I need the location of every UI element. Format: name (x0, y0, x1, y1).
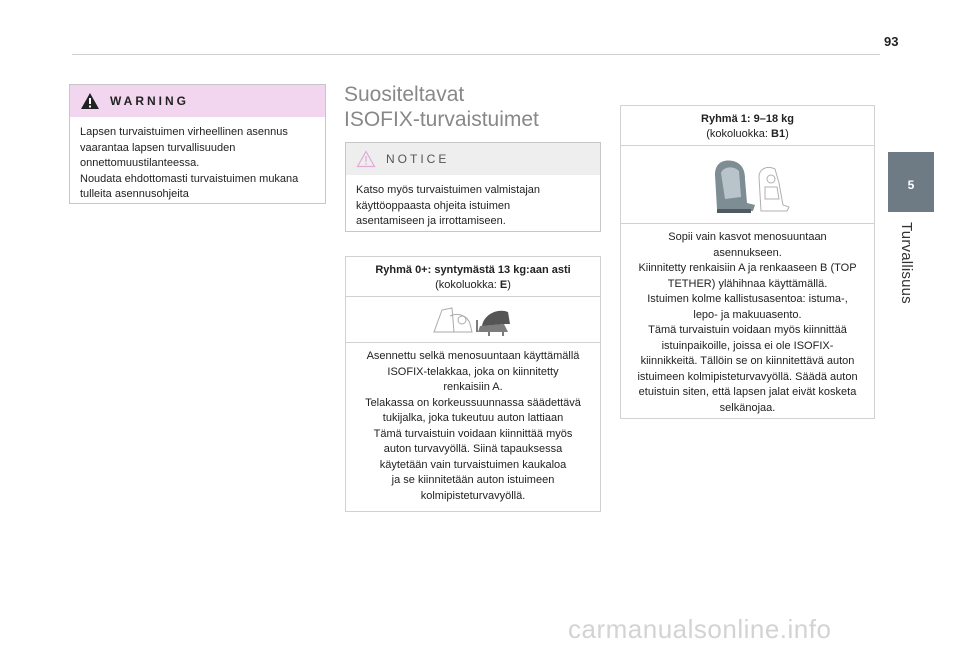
group1-text (621, 224, 874, 416)
warning-text (70, 117, 325, 203)
group0-class-prefix: (kokoluokka: (435, 279, 500, 291)
warning-line: vaarantaa lapsen turvallisuuden (80, 141, 236, 154)
group0-class-code: E (499, 279, 508, 291)
group1-line: Istuimen kolme kallistusasentoa: istuma-, (647, 293, 848, 305)
chapter-label: Turvallisuus (898, 222, 915, 304)
notice-line: Katso myös turvaistuimen valmistajan (356, 184, 541, 196)
group0-line: ja se kiinnitetään auton istuimeen (391, 474, 555, 486)
group1-class (621, 127, 874, 142)
warning-line: onnettomuustilanteessa. (80, 157, 200, 169)
group0-header (346, 257, 600, 297)
section-title-line: Suositeltavat (344, 83, 465, 106)
infant-carrier-isofix-base-icon (428, 302, 518, 338)
group1-class-code: B1 (771, 128, 786, 140)
group1-image (621, 146, 874, 224)
notice-triangle-icon (356, 150, 376, 168)
warning-box (69, 84, 326, 204)
group0-image (346, 297, 600, 343)
group0-line: käytetään vain turvaistuimen kaukaloa (379, 458, 567, 471)
group1-line: Kiinnitetty renkaisiin A ja renkaaseen B (TOP (638, 262, 857, 274)
group1-line: etuistuin siten, että lapsen jalat eivät kosketa (638, 386, 857, 398)
group0-line: auton turvavyöllä. Siinä tapauksessa (383, 443, 563, 455)
section-title (344, 82, 539, 132)
group0-card (345, 256, 601, 512)
top-rule (72, 54, 880, 55)
warning-title: WARNING (110, 94, 189, 108)
warning-line: Lapsen turvaistuimen virheellinen asennus (80, 126, 288, 138)
notice-header (346, 143, 600, 175)
group1-title: Ryhmä 1: 9–18 kg (701, 113, 794, 125)
group0-line: tukijalka, joka tukeutuu auton lattiaan (382, 412, 564, 424)
notice-box (345, 142, 601, 232)
group0-class (346, 278, 600, 293)
notice-title: NOTICE (386, 152, 450, 166)
group1-line: istuinpaikoille, joissa ei ole ISOFIX- (661, 339, 834, 352)
section-title-line: ISOFIX-turvaistuimet (344, 108, 539, 131)
group0-line: Telakassa on korkeussuunnassa säädettävä (365, 396, 581, 409)
page-number: 93 (884, 34, 899, 49)
group1-line: Sopii vain kasvot menosuuntaan (668, 231, 827, 243)
group0-line: kolmipisteturvavyöllä. (420, 489, 526, 502)
group0-line: Tämä turvaistuin voidaan kiinnittää myös (373, 427, 573, 440)
group1-line: kiinnikkeitä. Tällöin se on kiinnitettävä auton (640, 355, 855, 367)
warning-line: Noudata ehdottomasti turvaistuimen mukana (80, 172, 299, 185)
group1-line: TETHER) ylähihnaa käyttämällä. (667, 277, 828, 290)
notice-line: asentamiseen ja irrottamiseen. (356, 215, 506, 227)
group0-text (346, 343, 600, 504)
warning-line: tulleita asennusohjeita (80, 188, 189, 200)
notice-text (346, 175, 600, 230)
notice-line: käyttöoppaasta ohjeita istuimen (356, 199, 511, 212)
group0-class-suffix: ) (507, 279, 511, 291)
group1-line: Tämä turvaistuin voidaan myös kiinnittää (648, 324, 847, 336)
group1-header (621, 106, 874, 146)
group1-line: selkänojaa. (719, 401, 776, 414)
group0-line: renkaisiin A. (443, 381, 503, 393)
group1-line: istuimeen kolmipisteturvavyöllä. Säädä auton (637, 370, 858, 383)
toddler-seat-icon (703, 153, 793, 217)
warning-header (70, 85, 325, 117)
group1-class-suffix: ) (785, 128, 789, 140)
group1-class-prefix: (kokoluokka: (706, 128, 772, 140)
watermark: carmanualsonline.info (568, 614, 832, 644)
group1-card (620, 105, 875, 419)
group0-line: ISOFIX-telakkaa, joka on kiinnitetty (387, 365, 559, 378)
group1-line: asennukseen. (713, 246, 782, 259)
group0-title: Ryhmä 0+: syntymästä 13 kg:aan asti (375, 264, 571, 276)
group0-line: Asennettu selkä menosuuntaan käyttämällä (366, 350, 580, 362)
warning-triangle-icon (80, 92, 100, 110)
group1-line: lepo- ja makuuasento. (693, 308, 802, 321)
chapter-tab[interactable]: 5 (888, 152, 934, 212)
